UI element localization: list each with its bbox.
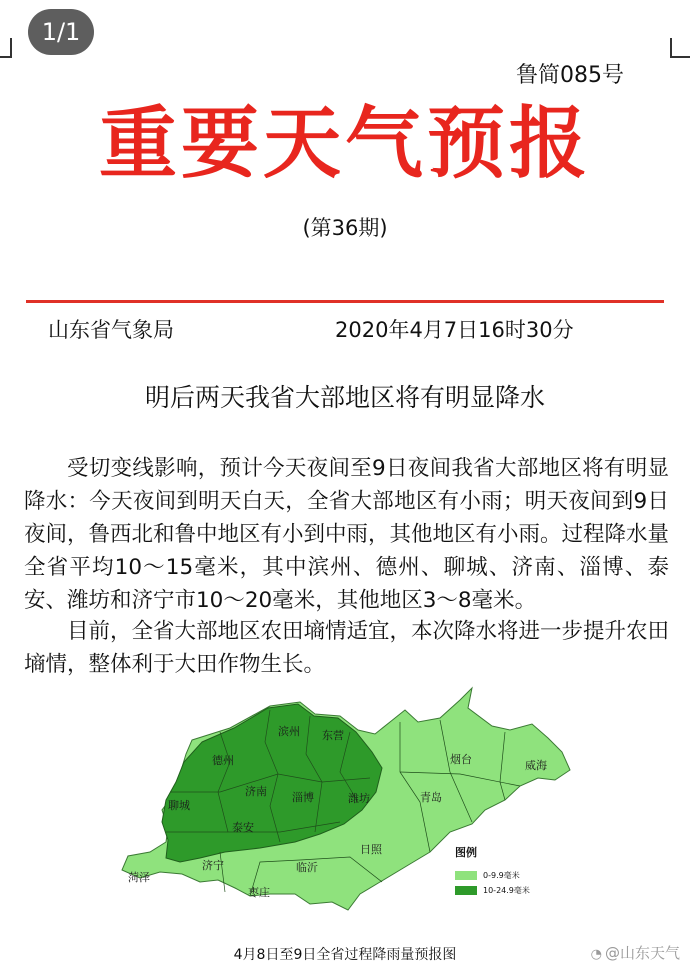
map-label-qingdao: 青岛 xyxy=(420,791,442,804)
map-label-dongying: 东营 xyxy=(322,729,344,742)
issue-number: (第36期) xyxy=(302,216,388,240)
legend-label-light: 0-9.9毫米 xyxy=(483,871,520,880)
crop-mark-right xyxy=(670,38,690,58)
map-label-jinan: 济南 xyxy=(245,785,267,798)
weibo-icon: ◔ xyxy=(590,947,602,962)
paragraph-forecast: 受切变线影响，预计今天夜间至9日夜间我省大部地区将有明显降水：今天夜间到明天白天，全省大部地区有小雨；明天夜间到9日夜间，鲁西北和鲁中地区有小到中雨，其他地区有小雨。过程降水量全省平均10～15毫米，其中滨州、德州、聊城、济南、淄博、泰安、潍坊和济宁市10～20毫米，其他地区3～8毫米。 xyxy=(24,456,670,613)
map-label-binzhou: 滨州 xyxy=(278,725,300,738)
legend-swatch-light xyxy=(455,871,477,880)
map-label-liaocheng: 聊城 xyxy=(168,799,190,812)
map-label-heze: 菏泽 xyxy=(128,871,150,884)
article-headline: 明后两天我省大部地区将有明显降水 xyxy=(144,383,545,412)
document-title: 重要天气预报 xyxy=(98,98,591,189)
issuing-agency: 山东省气象局 xyxy=(48,318,174,342)
precipitation-map xyxy=(100,682,670,927)
map-caption: 4月8日至9日全省过程降雨量预报图 xyxy=(233,947,457,963)
paragraph-soil: 目前，全省大部地区农田墒情适宜，本次降水将进一步提升农田墒情，整体利于大田作物生长。 xyxy=(24,619,670,677)
issue-datetime: 2020年4月7日16时30分 xyxy=(335,318,574,342)
legend-swatch-moderate xyxy=(455,886,477,895)
weibo-watermark xyxy=(591,942,680,963)
map-label-rizhao: 日照 xyxy=(360,843,382,856)
map-label-zibo: 淄博 xyxy=(292,791,314,804)
legend-title: 图例 xyxy=(455,846,477,859)
map-label-weifang: 潍坊 xyxy=(348,792,370,805)
crop-mark-left xyxy=(0,38,12,58)
map-label-weihai: 威海 xyxy=(525,759,547,772)
watermark-text: @山东天气 xyxy=(604,944,680,962)
map-label-zaozhuang: 枣庄 xyxy=(248,886,270,899)
document-number: 鲁简085号 xyxy=(516,63,624,88)
page-indicator[interactable]: 1/1 xyxy=(28,9,94,55)
map-label-yantai: 烟台 xyxy=(450,753,472,766)
map-legend xyxy=(455,844,595,900)
legend-item-light xyxy=(455,870,595,881)
red-divider xyxy=(26,300,664,303)
map-label-dezhou: 德州 xyxy=(212,754,234,767)
map-label-linyi: 临沂 xyxy=(296,861,318,874)
legend-label-moderate: 10-24.9毫米 xyxy=(483,886,530,895)
legend-item-moderate xyxy=(455,885,595,896)
map-label-jining: 济宁 xyxy=(202,859,224,872)
map-label-taian: 泰安 xyxy=(232,821,254,834)
